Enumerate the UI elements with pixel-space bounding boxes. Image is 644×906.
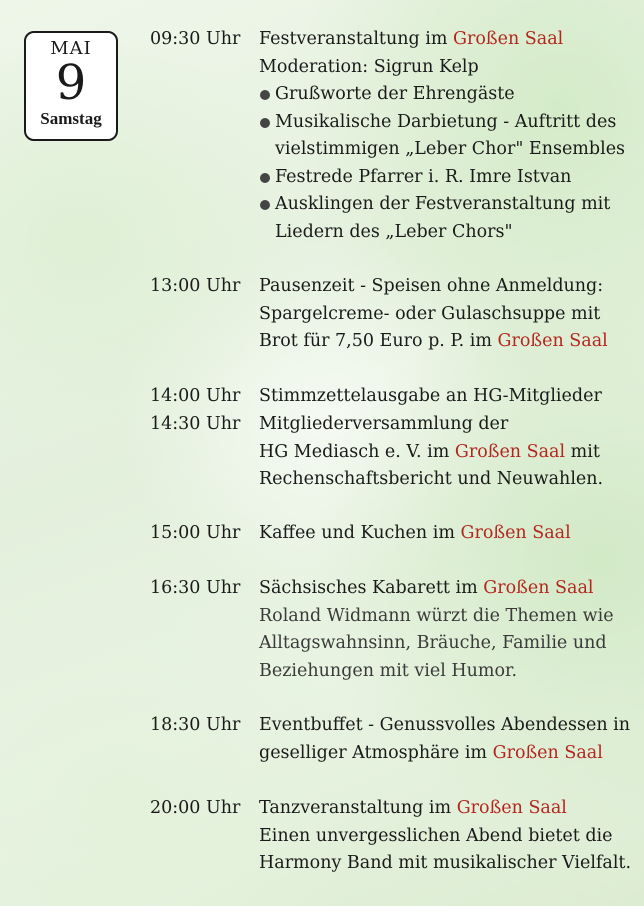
venue-highlight: Großen Saal (454, 441, 566, 462)
venue-highlight: Großen Saal (483, 578, 594, 598)
bullet-icon (260, 200, 270, 210)
entry-time: 14:30 Uhr (150, 414, 241, 434)
entry-description: Eventbuffet - Genussvolles Abendessen in geselliger Atmosphäre im Großen Saal (259, 715, 631, 763)
program-item: Grußworte der Ehrengäste (259, 81, 634, 109)
entry-description (259, 26, 634, 246)
program-item: Musikalische Darbietung - Auftritt des vielstimmigen „Leber Chor" Ensembles (259, 109, 634, 164)
entry-description: Tanzveranstaltung im Großen Saal Einen unvergesslichen Abend bietet die Harmony Band mit musikalischer Vielfalt. (259, 798, 632, 873)
entry-time: 13:00 Uhr (150, 276, 241, 296)
bullet-icon (260, 90, 270, 100)
program-item: Ausklingen der Festveranstaltung mit Liedern des „Leber Chors" (259, 191, 634, 246)
entry-time: 18:30 Uhr (150, 715, 241, 735)
venue-highlight: Großen Saal (460, 523, 571, 543)
date-month: MAI (50, 38, 92, 59)
entry-time: 20:00 Uhr (150, 798, 241, 818)
venue-highlight: Großen Saal (492, 742, 603, 763)
entry-description: Kaffee und Kuchen im Großen Saal (259, 523, 571, 543)
venue-highlight: Großen Saal (453, 29, 564, 49)
bullet-icon (260, 173, 270, 183)
entry-title: Festveranstaltung im Großen Saal (259, 29, 564, 49)
program-item: Festrede Pfarrer i. R. Imre Istvan (259, 164, 634, 192)
date-weekday: Samstag (40, 109, 102, 128)
bullet-icon (260, 118, 270, 128)
entry-description: Stimmzettelausgabe an HG-Mitglieder (259, 386, 602, 406)
program-list (259, 81, 634, 246)
date-day: 9 (55, 55, 87, 111)
entry-time: 15:00 Uhr (150, 523, 241, 543)
entry-time: 16:30 Uhr (150, 578, 241, 598)
entry-time: 14:00 Uhr (150, 386, 241, 406)
entry-description: Sächsisches Kabarett im Großen Saal Roland Widmann würzt die Themen wie Alltagswahnsinn, Bräuche, Familie und Beziehungen mit viel Humor. (259, 578, 614, 681)
entry-moderation: Moderation: Sigrun Kelp (259, 56, 479, 77)
entry-time: 09:30 Uhr (150, 29, 241, 49)
venue-highlight: Großen Saal (456, 798, 567, 818)
date-badge (24, 31, 118, 141)
venue-highlight: Großen Saal (497, 331, 608, 351)
entry-description: Mitgliederversammlung der HG Mediasch e. V. im Großen Saal mit Rechenschaftsbericht und Neuwahlen. (259, 414, 604, 489)
entry-description: Pausenzeit - Speisen ohne Anmeldung: Spargelcreme- oder Gulaschsuppe mit Brot für 7,50 Euro p. P. im Großen Saal (259, 276, 608, 351)
